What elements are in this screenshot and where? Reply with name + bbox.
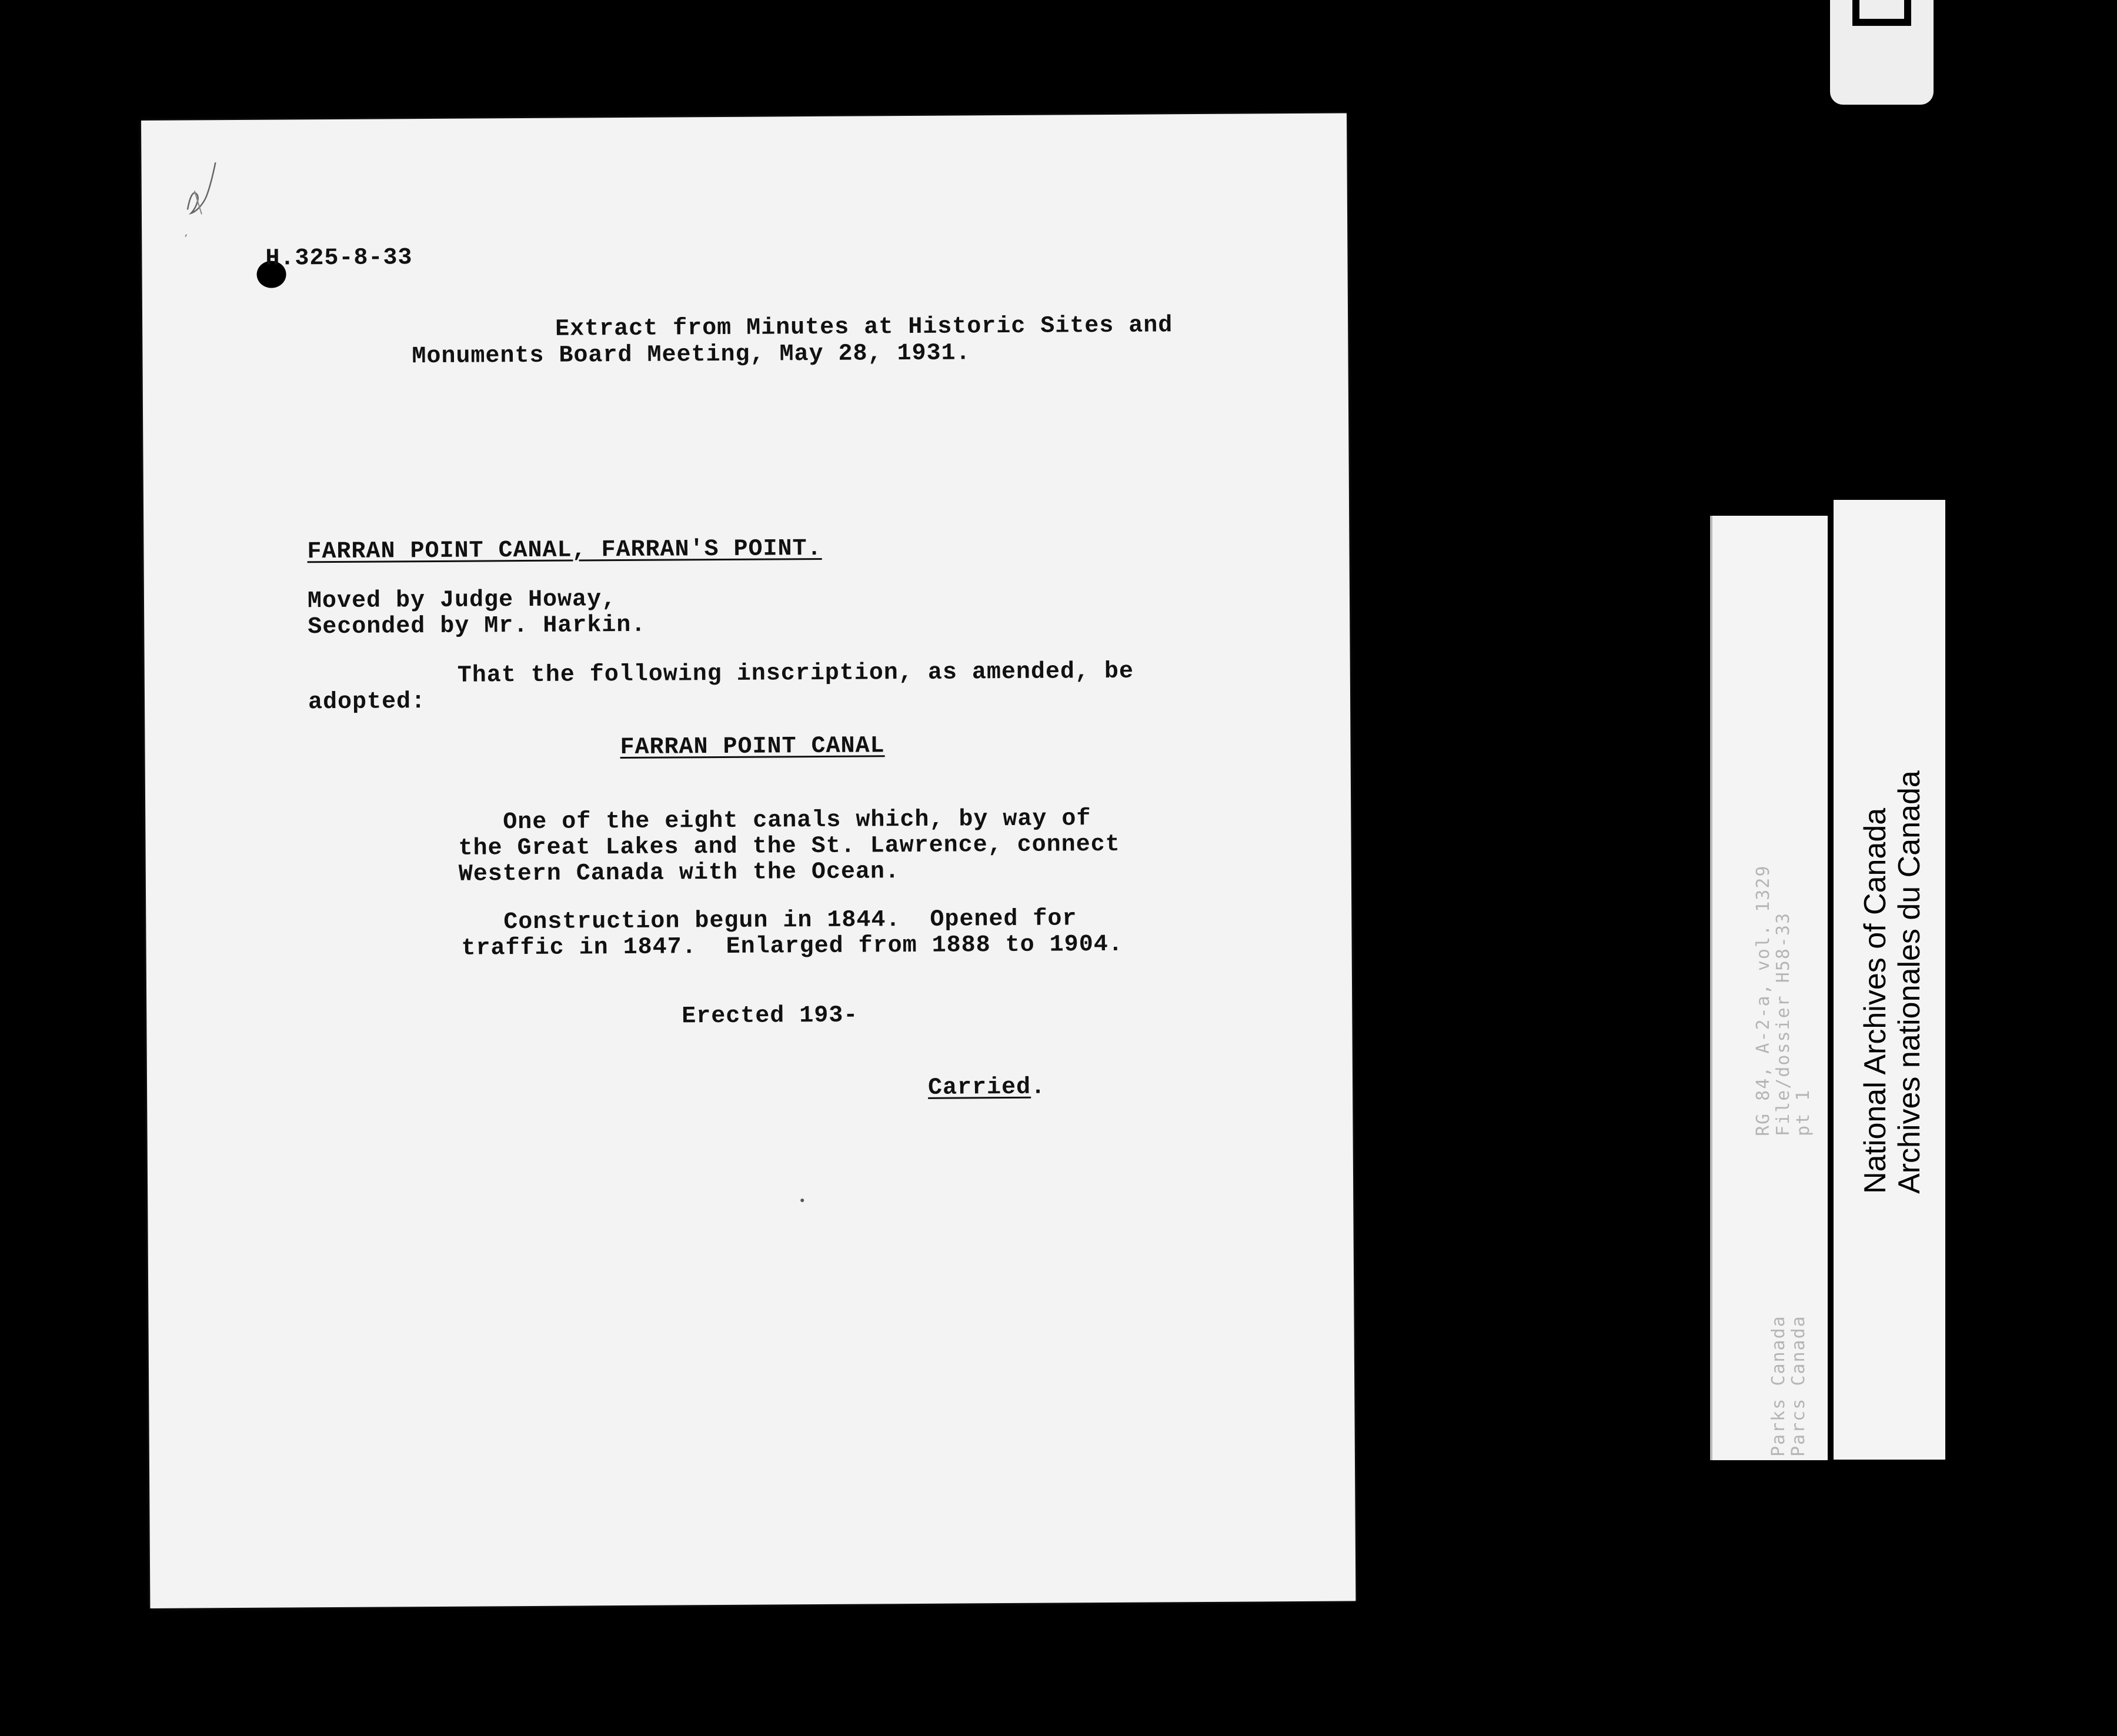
document-page	[141, 113, 1355, 1608]
reference-line-1: RG 84, A-2-a, vol. 1329	[1753, 864, 1774, 1136]
inscription-para2-line1: Construction begun in 1844. Opened for	[503, 906, 1077, 936]
file-number: H.325-8-33	[265, 245, 413, 272]
motion-line-2: adopted:	[308, 689, 426, 716]
erected-line: Erected 193-	[682, 1002, 859, 1030]
motion-line-1: That the following inscription, as amended, be	[457, 658, 1134, 689]
inscription-para1-line3: Western Canada with the Ocean.	[458, 859, 900, 888]
frame-corner-mark	[1852, 0, 1911, 26]
heading-line-1: Extract from Minutes at Historic Sites and	[555, 312, 1173, 343]
result-line	[928, 1075, 1046, 1101]
seconded-by: Seconded by Mr. Harkin.	[308, 612, 646, 641]
frame-corner-tab	[1830, 0, 1934, 105]
archives-name-en: National Archives of Canada	[1858, 807, 1892, 1194]
parks-canada-strip	[1710, 516, 1828, 1460]
handwritten-initials	[182, 155, 218, 243]
reference-line-2: File/dossier H58-33	[1773, 912, 1794, 1136]
moved-by: Moved by Judge Howay,	[307, 586, 617, 615]
inscription-para1-line2: the Great Lakes and the St. Lawrence, connect	[458, 831, 1120, 862]
inscription-para1-line1: One of the eight canals which, by way of	[503, 806, 1091, 836]
paper-speck	[800, 1198, 804, 1202]
archives-name-fr: Archives nationales du Canada	[1892, 770, 1926, 1194]
inscription-title: FARRAN POINT CANAL	[620, 733, 885, 762]
result-period: .	[1030, 1074, 1046, 1101]
inscription-para2-line2: traffic in 1847. Enlarged from 1888 to 1904.	[461, 931, 1123, 962]
agency-fr: Parcs Canada	[1788, 1315, 1809, 1457]
agency-en: Parks Canada	[1768, 1315, 1789, 1457]
heading-line-2: Monuments Board Meeting, May 28, 1931.	[412, 340, 971, 370]
reference-line-3: pt 1	[1793, 1089, 1814, 1136]
national-archives-strip	[1834, 500, 1945, 1460]
result-word: Carried	[927, 1074, 1031, 1101]
section-title: FARRAN POINT CANAL, FARRAN'S POINT.	[307, 535, 822, 566]
